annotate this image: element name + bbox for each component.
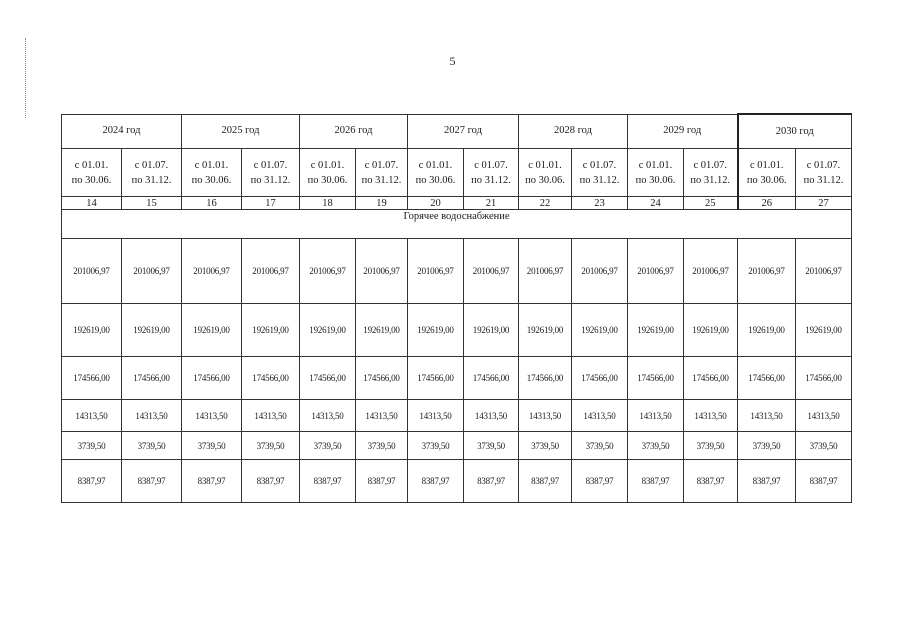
value-cell: 201006,97 bbox=[122, 239, 182, 304]
value-cell: 192619,00 bbox=[519, 304, 572, 357]
column-number: 21 bbox=[464, 197, 519, 210]
value-cell: 201006,97 bbox=[684, 239, 738, 304]
value-cell: 201006,97 bbox=[464, 239, 519, 304]
value-cell: 3739,50 bbox=[464, 432, 519, 460]
value-cell: 14313,50 bbox=[796, 400, 852, 432]
value-cell: 8387,97 bbox=[628, 460, 684, 503]
value-cell: 192619,00 bbox=[738, 304, 796, 357]
value-cell: 14313,50 bbox=[684, 400, 738, 432]
period-cell: с 01.07. по 31.12. bbox=[122, 149, 182, 197]
value-cell: 174566,00 bbox=[182, 357, 242, 400]
column-number: 27 bbox=[796, 197, 852, 210]
period-cell: с 01.07. по 31.12. bbox=[796, 149, 852, 197]
value-cell: 174566,00 bbox=[684, 357, 738, 400]
value-cell: 174566,00 bbox=[300, 357, 356, 400]
value-cell: 192619,00 bbox=[628, 304, 684, 357]
table-row bbox=[62, 400, 852, 432]
table-row bbox=[62, 460, 852, 503]
value-cell: 8387,97 bbox=[300, 460, 356, 503]
column-number: 22 bbox=[519, 197, 572, 210]
year-header: 2030 год bbox=[738, 114, 852, 149]
value-cell: 192619,00 bbox=[356, 304, 408, 357]
value-cell: 201006,97 bbox=[796, 239, 852, 304]
value-cell: 192619,00 bbox=[464, 304, 519, 357]
value-cell: 3739,50 bbox=[356, 432, 408, 460]
value-cell: 14313,50 bbox=[464, 400, 519, 432]
value-cell: 14313,50 bbox=[356, 400, 408, 432]
column-number: 14 bbox=[62, 197, 122, 210]
value-cell: 8387,97 bbox=[464, 460, 519, 503]
value-cell: 14313,50 bbox=[182, 400, 242, 432]
value-cell: 192619,00 bbox=[684, 304, 738, 357]
column-number: 15 bbox=[122, 197, 182, 210]
period-cell: с 01.01. по 30.06. bbox=[408, 149, 464, 197]
value-cell: 3739,50 bbox=[519, 432, 572, 460]
value-cell: 8387,97 bbox=[62, 460, 122, 503]
value-cell: 174566,00 bbox=[572, 357, 628, 400]
value-cell: 3739,50 bbox=[572, 432, 628, 460]
period-cell: с 01.07. по 31.12. bbox=[572, 149, 628, 197]
value-cell: 201006,97 bbox=[182, 239, 242, 304]
value-cell: 201006,97 bbox=[628, 239, 684, 304]
value-cell: 8387,97 bbox=[356, 460, 408, 503]
value-cell: 3739,50 bbox=[300, 432, 356, 460]
period-cell: с 01.01. по 30.06. bbox=[628, 149, 684, 197]
table-row bbox=[62, 357, 852, 400]
value-cell: 14313,50 bbox=[628, 400, 684, 432]
value-cell: 14313,50 bbox=[122, 400, 182, 432]
period-cell: с 01.01. по 30.06. bbox=[300, 149, 356, 197]
page-number: 5 bbox=[449, 54, 456, 68]
value-cell: 174566,00 bbox=[628, 357, 684, 400]
period-cell: с 01.01. по 30.06. bbox=[182, 149, 242, 197]
value-cell: 201006,97 bbox=[62, 239, 122, 304]
value-cell: 174566,00 bbox=[408, 357, 464, 400]
tariff-table bbox=[61, 113, 852, 503]
value-cell: 174566,00 bbox=[122, 357, 182, 400]
value-cell: 8387,97 bbox=[242, 460, 300, 503]
value-cell: 3739,50 bbox=[628, 432, 684, 460]
section-title: Горячее водоснабжение bbox=[62, 210, 852, 239]
value-cell: 8387,97 bbox=[738, 460, 796, 503]
year-header: 2025 год bbox=[182, 114, 300, 149]
period-cell: с 01.01. по 30.06. bbox=[738, 149, 796, 197]
column-number: 17 bbox=[242, 197, 300, 210]
value-cell: 14313,50 bbox=[62, 400, 122, 432]
column-number: 25 bbox=[684, 197, 738, 210]
year-header: 2028 год bbox=[519, 114, 628, 149]
value-cell: 192619,00 bbox=[408, 304, 464, 357]
value-cell: 201006,97 bbox=[356, 239, 408, 304]
year-header: 2027 год bbox=[408, 114, 519, 149]
value-cell: 201006,97 bbox=[572, 239, 628, 304]
value-cell: 192619,00 bbox=[796, 304, 852, 357]
value-cell: 8387,97 bbox=[572, 460, 628, 503]
column-number: 19 bbox=[356, 197, 408, 210]
value-cell: 174566,00 bbox=[519, 357, 572, 400]
column-number: 16 bbox=[182, 197, 242, 210]
table-row bbox=[62, 304, 852, 357]
period-cell: с 01.07. по 31.12. bbox=[684, 149, 738, 197]
value-cell: 3739,50 bbox=[62, 432, 122, 460]
column-number: 20 bbox=[408, 197, 464, 210]
value-cell: 14313,50 bbox=[300, 400, 356, 432]
column-number: 24 bbox=[628, 197, 684, 210]
value-cell: 8387,97 bbox=[684, 460, 738, 503]
period-cell: с 01.07. по 31.12. bbox=[242, 149, 300, 197]
column-number-row bbox=[62, 197, 852, 210]
period-cell: с 01.01. по 30.06. bbox=[519, 149, 572, 197]
value-cell: 14313,50 bbox=[572, 400, 628, 432]
value-cell: 3739,50 bbox=[182, 432, 242, 460]
value-cell: 174566,00 bbox=[62, 357, 122, 400]
period-cell: с 01.07. по 31.12. bbox=[464, 149, 519, 197]
value-cell: 3739,50 bbox=[684, 432, 738, 460]
value-cell: 174566,00 bbox=[796, 357, 852, 400]
value-cell: 192619,00 bbox=[300, 304, 356, 357]
value-cell: 174566,00 bbox=[464, 357, 519, 400]
value-cell: 192619,00 bbox=[122, 304, 182, 357]
column-number: 18 bbox=[300, 197, 356, 210]
value-cell: 14313,50 bbox=[242, 400, 300, 432]
value-cell: 3739,50 bbox=[408, 432, 464, 460]
table-row bbox=[62, 432, 852, 460]
value-cell: 192619,00 bbox=[182, 304, 242, 357]
section-row bbox=[62, 210, 852, 239]
value-cell: 174566,00 bbox=[356, 357, 408, 400]
value-cell: 8387,97 bbox=[796, 460, 852, 503]
value-cell: 201006,97 bbox=[408, 239, 464, 304]
value-cell: 201006,97 bbox=[300, 239, 356, 304]
value-cell: 3739,50 bbox=[796, 432, 852, 460]
year-header-row bbox=[62, 114, 852, 149]
value-cell: 192619,00 bbox=[242, 304, 300, 357]
year-header: 2026 год bbox=[300, 114, 408, 149]
value-cell: 8387,97 bbox=[182, 460, 242, 503]
value-cell: 201006,97 bbox=[738, 239, 796, 304]
column-number: 23 bbox=[572, 197, 628, 210]
table-row bbox=[62, 239, 852, 304]
year-header: 2029 год bbox=[628, 114, 738, 149]
value-cell: 14313,50 bbox=[738, 400, 796, 432]
value-cell: 8387,97 bbox=[122, 460, 182, 503]
column-number: 26 bbox=[738, 197, 796, 210]
value-cell: 192619,00 bbox=[62, 304, 122, 357]
value-cell: 3739,50 bbox=[242, 432, 300, 460]
value-cell: 8387,97 bbox=[519, 460, 572, 503]
value-cell: 174566,00 bbox=[738, 357, 796, 400]
period-row bbox=[62, 149, 852, 197]
value-cell: 174566,00 bbox=[242, 357, 300, 400]
year-header: 2024 год bbox=[62, 114, 182, 149]
period-cell: с 01.01. по 30.06. bbox=[62, 149, 122, 197]
value-cell: 14313,50 bbox=[408, 400, 464, 432]
margin-line bbox=[25, 38, 26, 118]
period-cell: с 01.07. по 31.12. bbox=[356, 149, 408, 197]
value-cell: 3739,50 bbox=[738, 432, 796, 460]
value-cell: 192619,00 bbox=[572, 304, 628, 357]
value-cell: 14313,50 bbox=[519, 400, 572, 432]
value-cell: 8387,97 bbox=[408, 460, 464, 503]
value-cell: 201006,97 bbox=[519, 239, 572, 304]
value-cell: 3739,50 bbox=[122, 432, 182, 460]
value-cell: 201006,97 bbox=[242, 239, 300, 304]
